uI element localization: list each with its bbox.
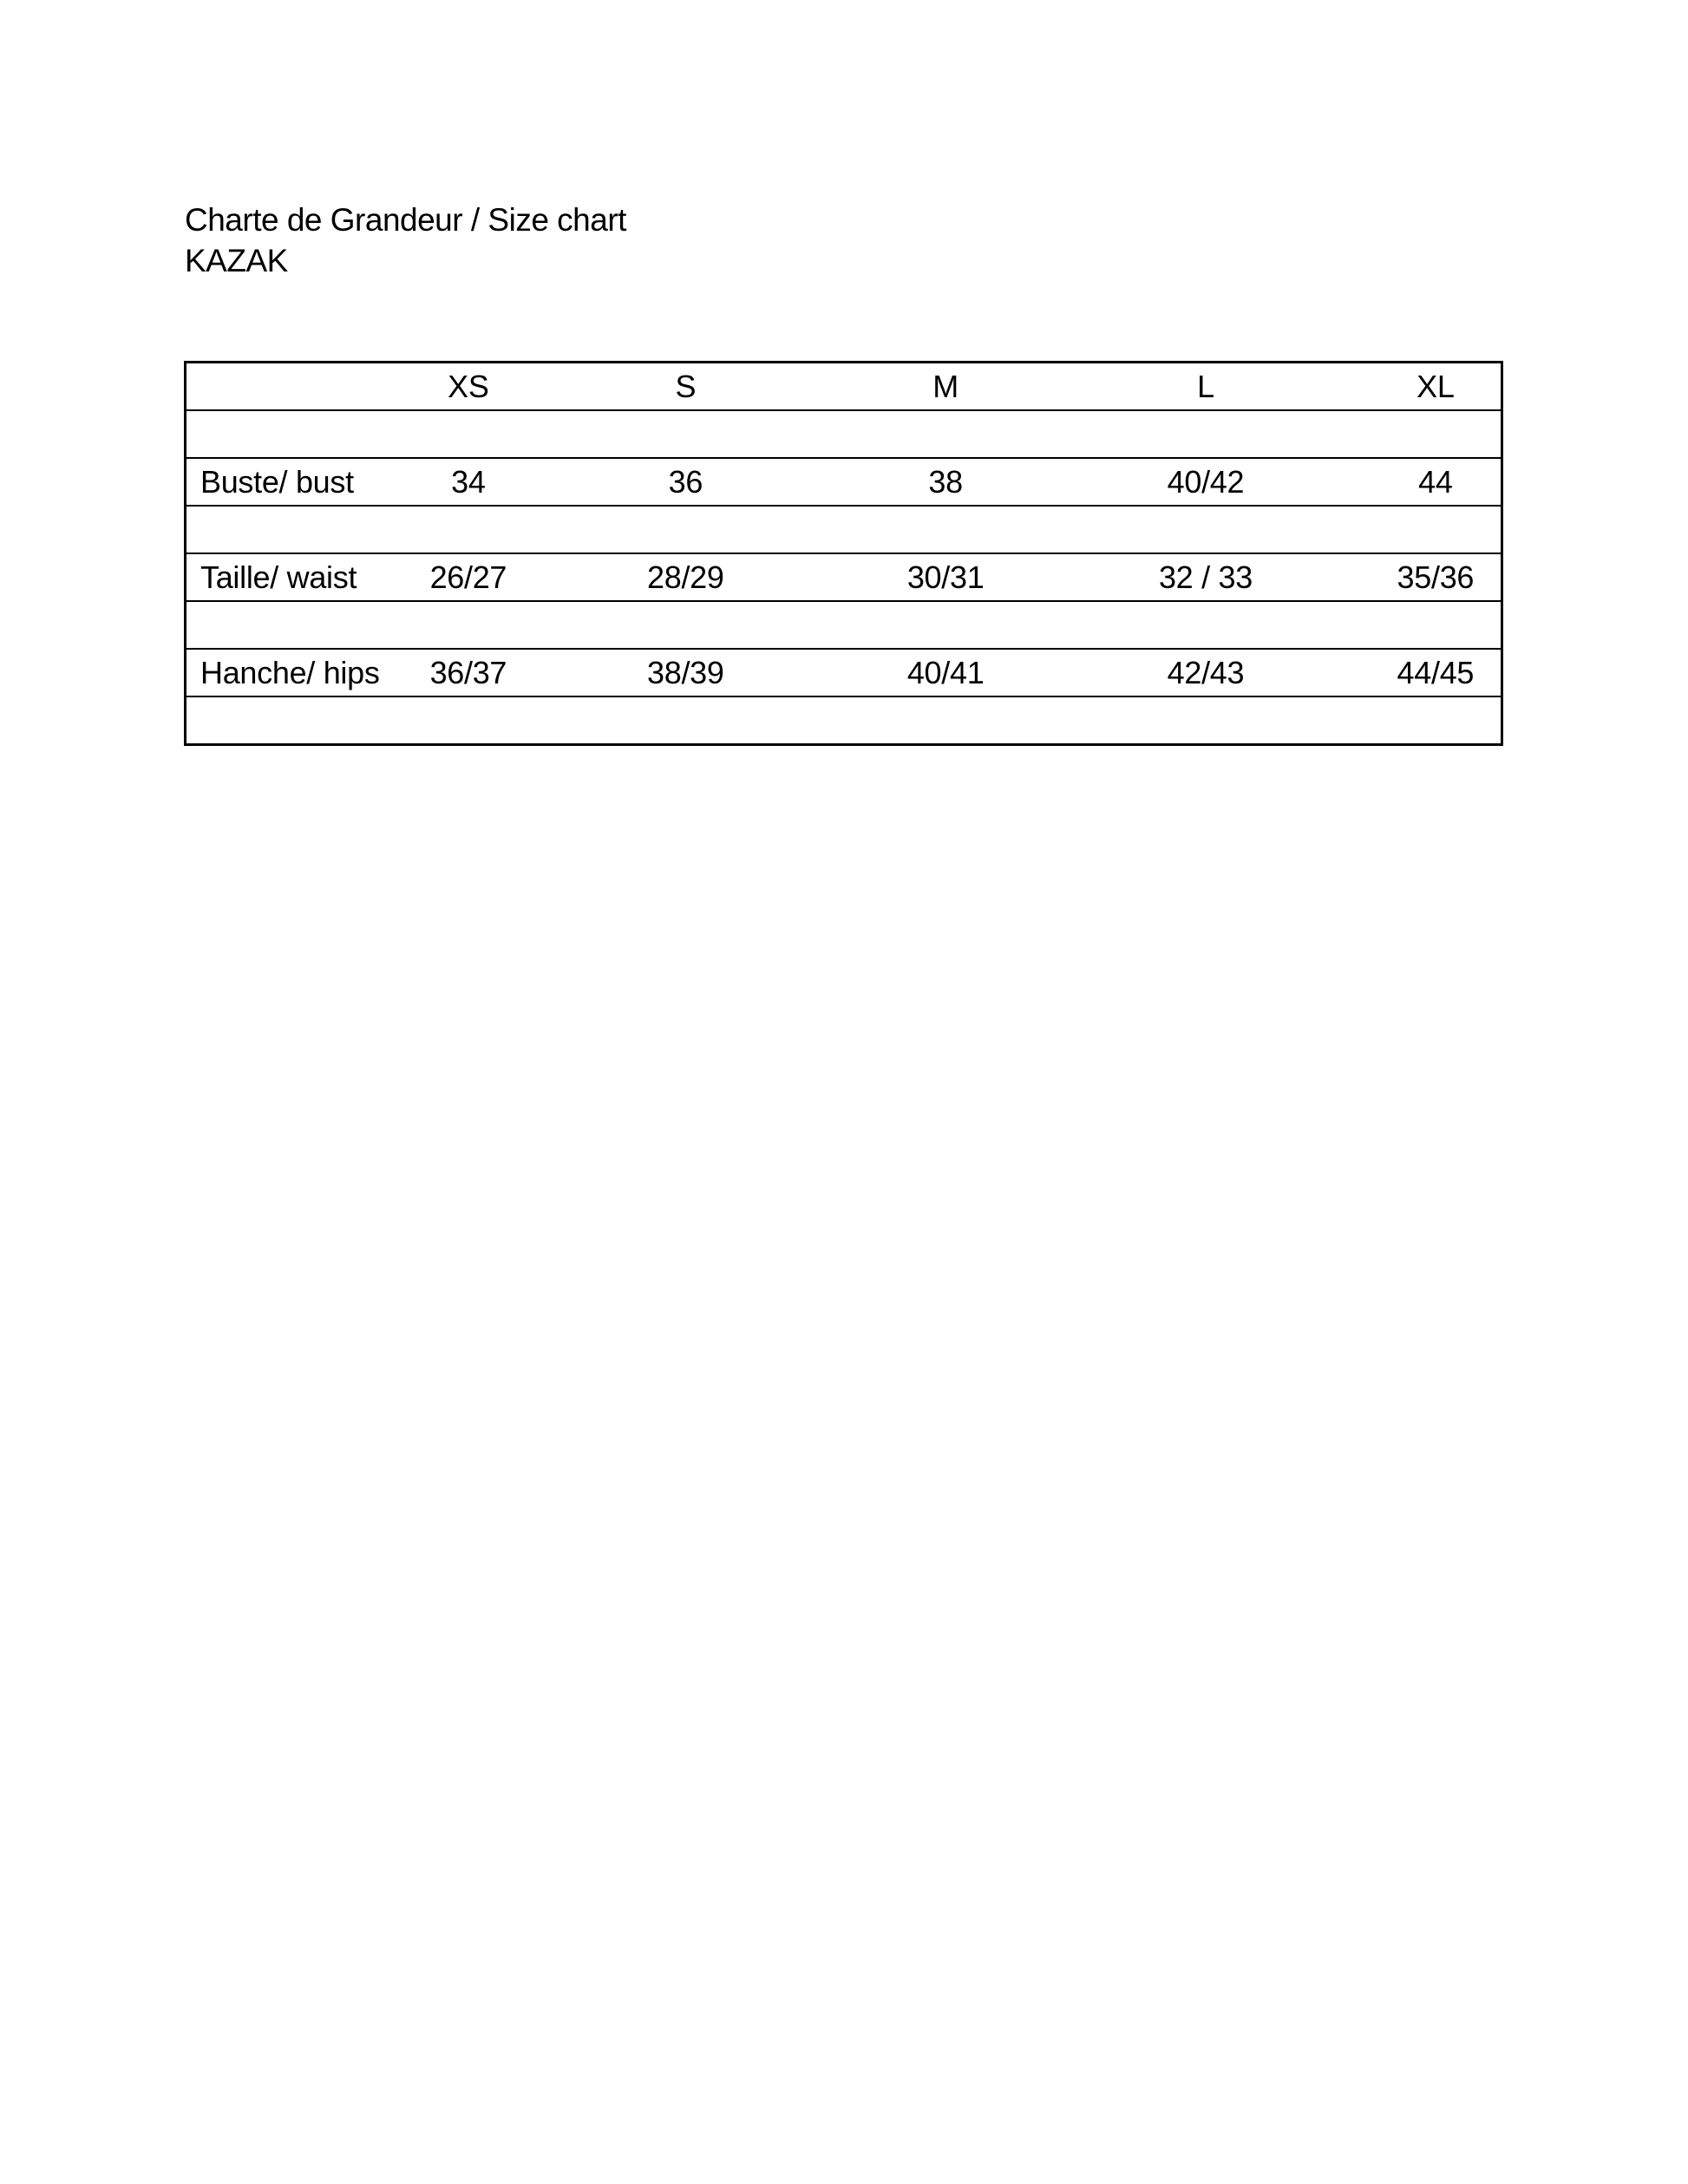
row-label-waist: Taille/ waist (186, 553, 416, 601)
header-cell-empty (186, 363, 416, 411)
header-cell-xl: XL (1371, 363, 1502, 411)
waist-l-value: 32 / 33 (1041, 553, 1371, 601)
spacer-cell (521, 506, 851, 553)
spacer-cell (850, 696, 1041, 745)
spacer-cell (1041, 601, 1371, 649)
page-subtitle: KAZAK (185, 243, 288, 278)
header-row (186, 363, 1502, 411)
spacer-cell (521, 696, 851, 745)
spacer-cell (1041, 696, 1371, 745)
waist-xl-value: 35/36 (1371, 553, 1502, 601)
spacer-cell (1371, 506, 1502, 553)
spacer-cell (1041, 410, 1371, 458)
spacer-row (186, 696, 1502, 745)
waist-s-value: 28/29 (521, 553, 851, 601)
spacer-cell (415, 601, 520, 649)
waist-m-value: 30/31 (850, 553, 1041, 601)
spacer-cell (521, 410, 851, 458)
spacer-row (186, 410, 1502, 458)
bust-l-value: 40/42 (1041, 458, 1371, 506)
hips-l-value: 42/43 (1041, 649, 1371, 696)
spacer-cell (1041, 506, 1371, 553)
hips-xl-value: 44/45 (1371, 649, 1502, 696)
table-row-bust (186, 458, 1502, 506)
spacer-cell (415, 506, 520, 553)
spacer-cell (186, 696, 416, 745)
row-label-bust: Buste/ bust (186, 458, 416, 506)
page-title: Charte de Grandeur / Size chart (185, 202, 626, 238)
hips-xs-value: 36/37 (415, 649, 520, 696)
spacer-cell (1371, 696, 1502, 745)
row-label-hips: Hanche/ hips (186, 649, 416, 696)
bust-s-value: 36 (521, 458, 851, 506)
bust-xs-value: 34 (415, 458, 520, 506)
spacer-cell (415, 410, 520, 458)
table-row-hips (186, 649, 1502, 696)
header-cell-s: S (521, 363, 851, 411)
spacer-cell (415, 696, 520, 745)
spacer-row (186, 601, 1502, 649)
spacer-cell (186, 410, 416, 458)
hips-m-value: 40/41 (850, 649, 1041, 696)
spacer-cell (186, 601, 416, 649)
spacer-cell (186, 506, 416, 553)
spacer-cell (521, 601, 851, 649)
header-cell-m: M (850, 363, 1041, 411)
spacer-row (186, 506, 1502, 553)
spacer-cell (1371, 410, 1502, 458)
spacer-cell (850, 410, 1041, 458)
header-cell-xs: XS (415, 363, 520, 411)
document-title-block (185, 199, 626, 281)
bust-m-value: 38 (850, 458, 1041, 506)
table-row-waist (186, 553, 1502, 601)
header-cell-l: L (1041, 363, 1371, 411)
bust-xl-value: 44 (1371, 458, 1502, 506)
waist-xs-value: 26/27 (415, 553, 520, 601)
size-chart-table (184, 361, 1503, 746)
spacer-cell (850, 601, 1041, 649)
spacer-cell (850, 506, 1041, 553)
spacer-cell (1371, 601, 1502, 649)
hips-s-value: 38/39 (521, 649, 851, 696)
